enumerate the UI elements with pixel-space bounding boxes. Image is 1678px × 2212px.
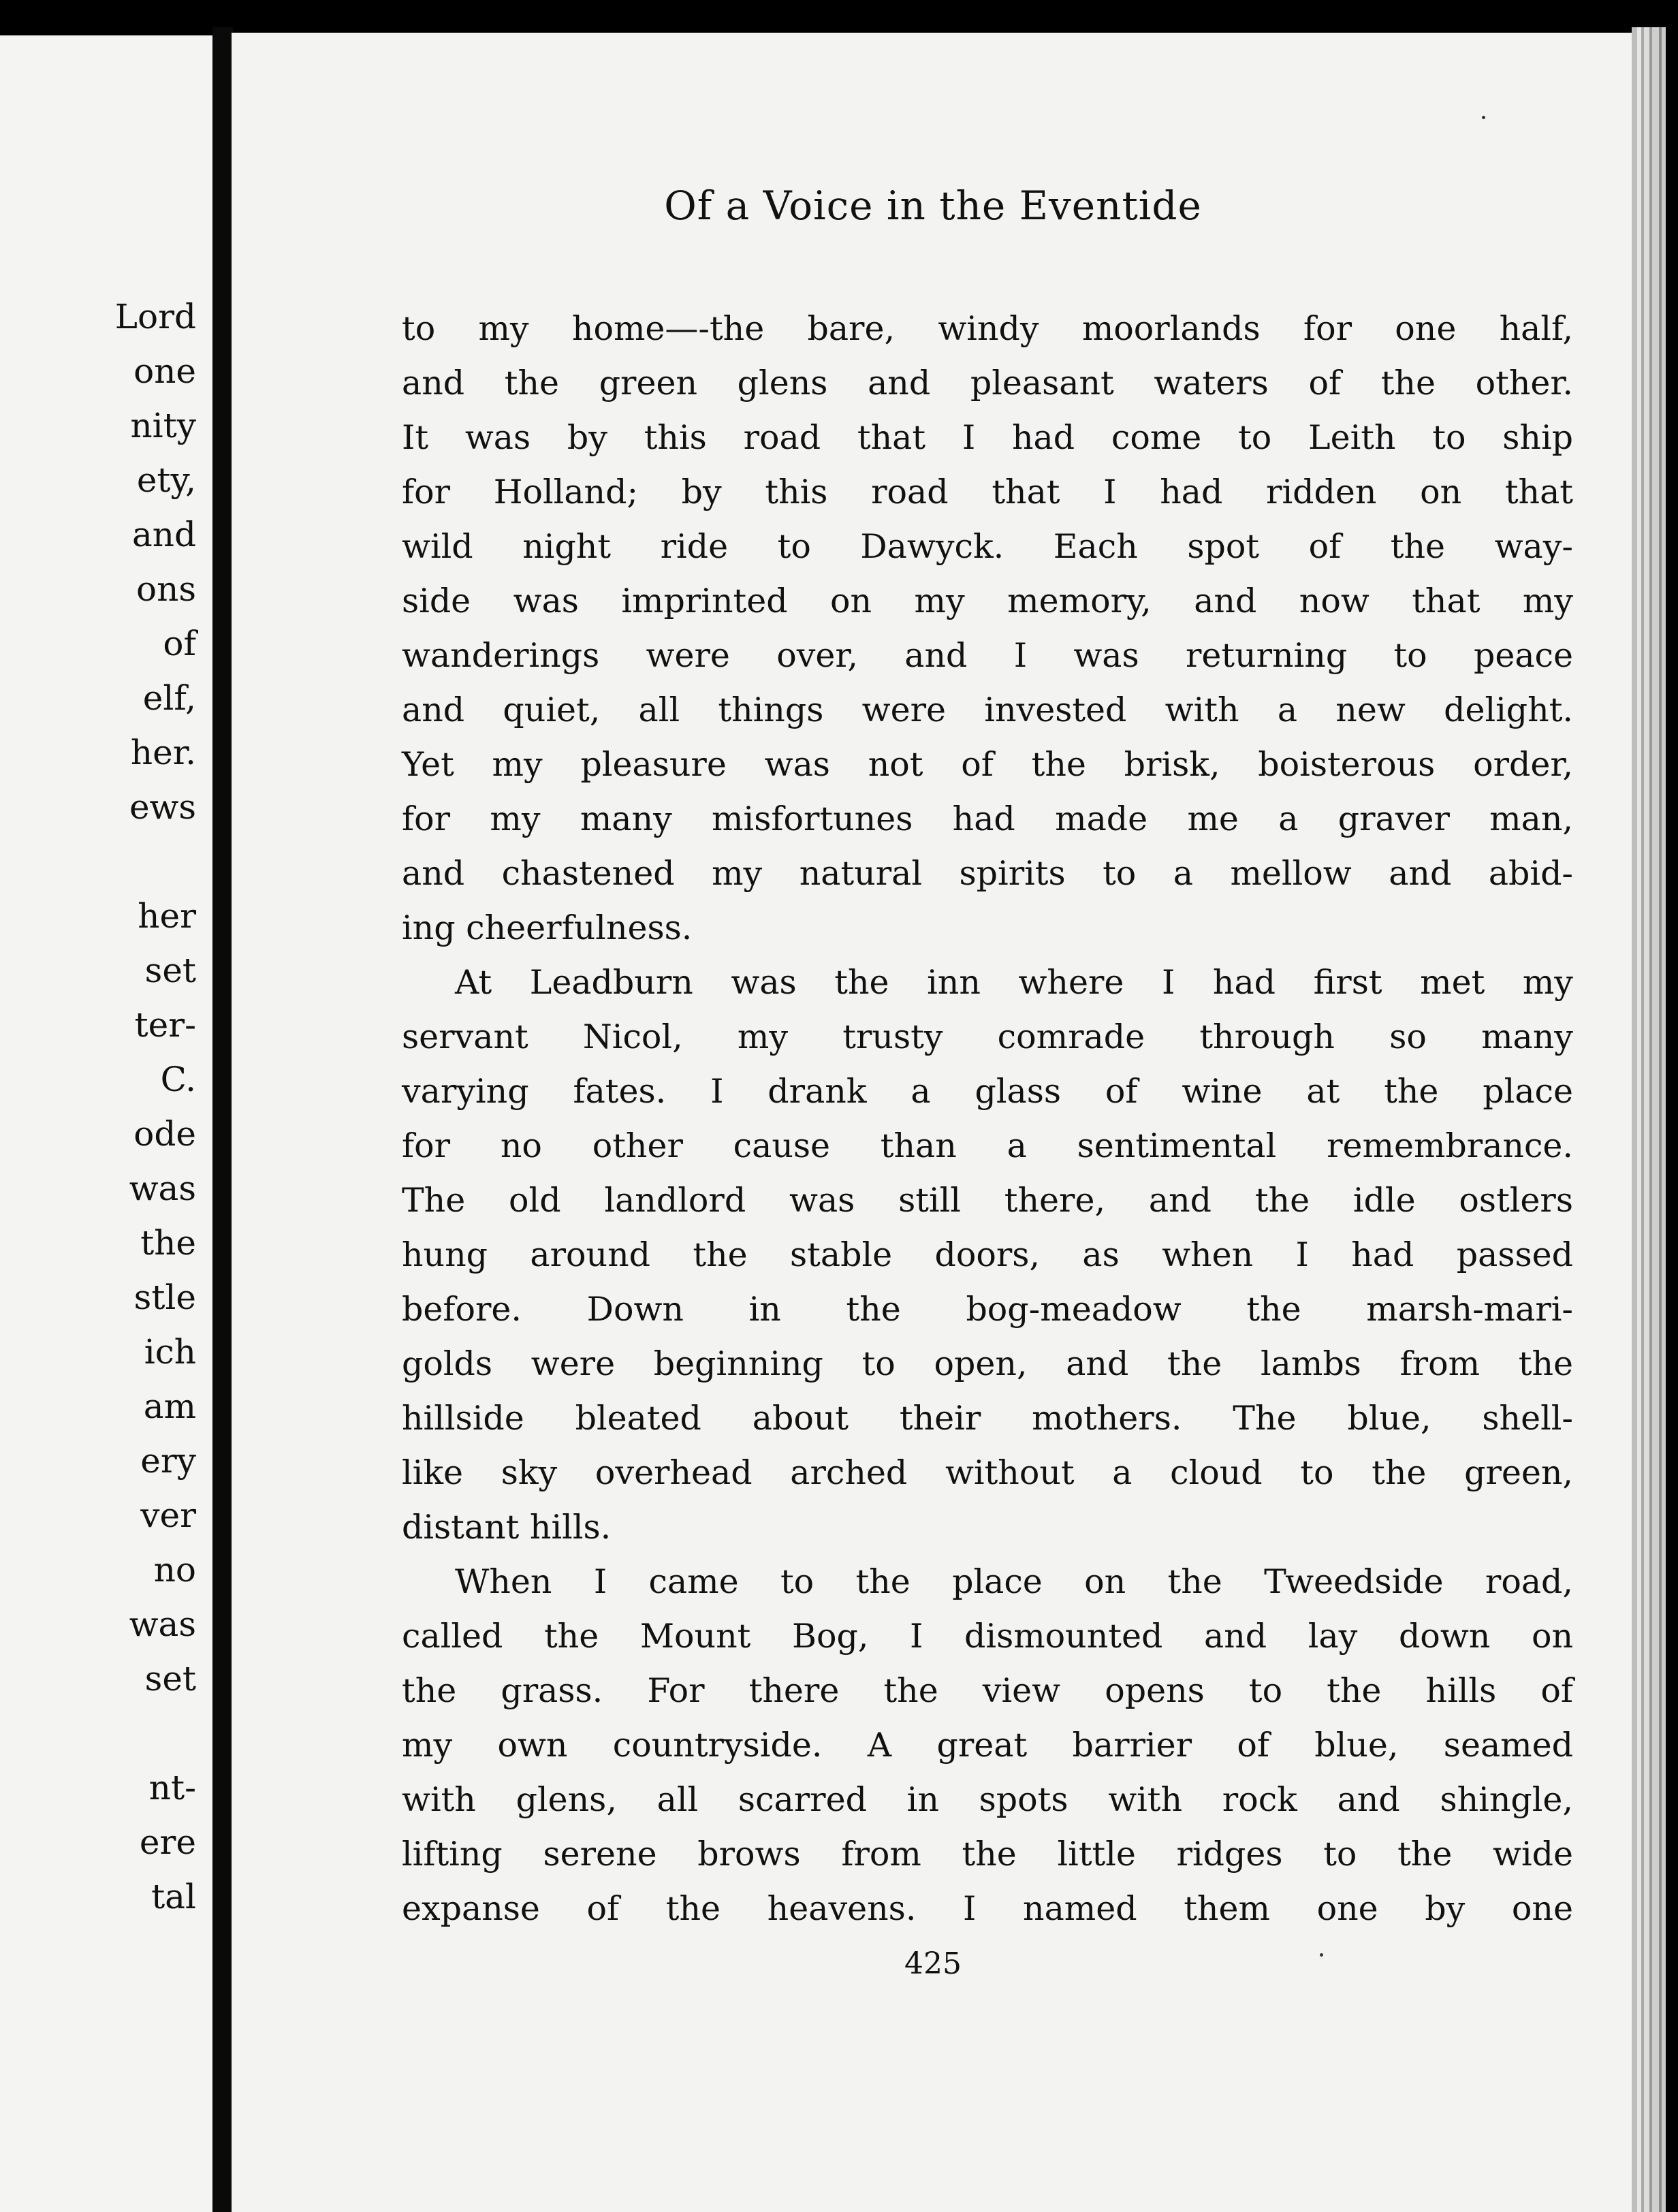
text-line: golds were beginning to open, and the lambs from the — [402, 1344, 1573, 1383]
left-page-fragment: ery — [140, 1441, 196, 1481]
left-page-fragment: set — [144, 951, 196, 990]
page-number: 425 — [904, 1946, 962, 1981]
left-page-fragment: elf, — [142, 678, 196, 718]
text-line: ing cheerfulness. — [402, 908, 693, 947]
text-line: like sky overhead arched without a cloud to the green, — [402, 1453, 1573, 1492]
text-line: It was by this road that I had come to Leith to ship — [402, 418, 1573, 457]
left-page-fragment: set — [144, 1659, 196, 1698]
paragraph-first-line: When I came to the place on the Tweedside road, — [455, 1562, 1573, 1601]
text-line: the grass. For there the view opens to the hills of — [402, 1671, 1573, 1710]
text-line: The old landlord was still there, and the idle ostlers — [402, 1181, 1573, 1220]
paragraph-first-line: At Leadburn was the inn where I had first met my — [455, 963, 1573, 1002]
left-facing-page — [0, 35, 217, 2212]
left-page-fragment: tal — [151, 1877, 196, 1916]
left-page-fragment: the — [140, 1223, 196, 1263]
body-text — [402, 302, 1573, 1936]
running-head: Of a Voice in the Eventide — [664, 183, 1202, 229]
left-page-fragment: her. — [130, 733, 196, 772]
text-line: and quiet, all things were invested with a new delight. — [402, 691, 1573, 729]
left-page-fragment: ere — [139, 1822, 196, 1862]
text-line: called the Mount Bog, I dismounted and lay down on — [402, 1617, 1573, 1656]
text-line: and chastened my natural spirits to a mellow and abid- — [402, 854, 1573, 893]
left-page-fragment: ety, — [136, 460, 196, 500]
text-line: expanse of the heavens. I named them one by one — [402, 1889, 1573, 1928]
book-gutter — [212, 27, 233, 2212]
left-page-fragment: ons — [136, 569, 196, 609]
left-page-fragment: stle — [133, 1278, 196, 1317]
left-page-fragment: ich — [144, 1332, 196, 1372]
text-line: Yet my pleasure was not of the brisk, boisterous order, — [402, 745, 1573, 784]
left-page-fragment: one — [133, 351, 196, 391]
text-line: and the green glens and pleasant waters of the other. — [402, 364, 1573, 402]
text-line: with glens, all scarred in spots with rock and shingle, — [402, 1780, 1573, 1819]
text-line: to my home—-the bare, windy moorlands for one half, — [402, 309, 1573, 348]
text-line: for no other cause than a sentimental remembrance. — [402, 1126, 1573, 1165]
text-line: wanderings were over, and I was returning to peace — [402, 636, 1573, 675]
right-page — [232, 33, 1634, 2212]
text-line: varying fates. I drank a glass of wine at the place — [402, 1072, 1573, 1111]
left-page-fragment: C. — [160, 1060, 196, 1099]
left-page-fragment: ode — [133, 1114, 196, 1154]
left-page-fragment: was — [129, 1605, 196, 1644]
text-line: for my many misfortunes had made me a graver man, — [402, 800, 1573, 838]
text-line: side was imprinted on my memory, and now that my — [402, 582, 1573, 620]
scan-speck — [1320, 1953, 1323, 1957]
text-line: before. Down in the bog-meadow the marsh-mari- — [402, 1290, 1573, 1329]
left-page-fragment: ver — [140, 1496, 196, 1535]
page-edges — [1632, 27, 1666, 2212]
left-page-fragment: Lord — [114, 297, 196, 336]
text-line: hillside bleated about their mothers. The blue, shell- — [402, 1399, 1573, 1438]
text-line: lifting serene brows from the little ridges to the wide — [402, 1835, 1573, 1874]
text-line: servant Nicol, my trusty comrade through so many — [402, 1017, 1573, 1056]
scan-speck — [1482, 116, 1485, 119]
left-page-fragment: and — [131, 515, 196, 554]
left-page-fragment: ews — [129, 787, 196, 827]
text-line: hung around the stable doors, as when I had passed — [402, 1235, 1573, 1274]
left-page-fragment: nt- — [148, 1768, 196, 1807]
text-line: wild night ride to Dawyck. Each spot of the way- — [402, 527, 1573, 566]
left-page-fragment: her — [138, 896, 196, 936]
left-page-fragment: of — [163, 624, 196, 663]
text-line: for Holland; by this road that I had ridden on that — [402, 473, 1573, 511]
left-page-fragment: ter- — [134, 1005, 196, 1045]
left-page-fragment: was — [129, 1169, 196, 1208]
left-page-fragment: am — [143, 1387, 196, 1426]
left-page-fragment: nity — [130, 406, 196, 445]
left-page-fragment: no — [153, 1550, 196, 1590]
text-line: distant hills. — [402, 1508, 612, 1547]
text-line: my own countryside. A great barrier of blue, seamed — [402, 1726, 1573, 1765]
